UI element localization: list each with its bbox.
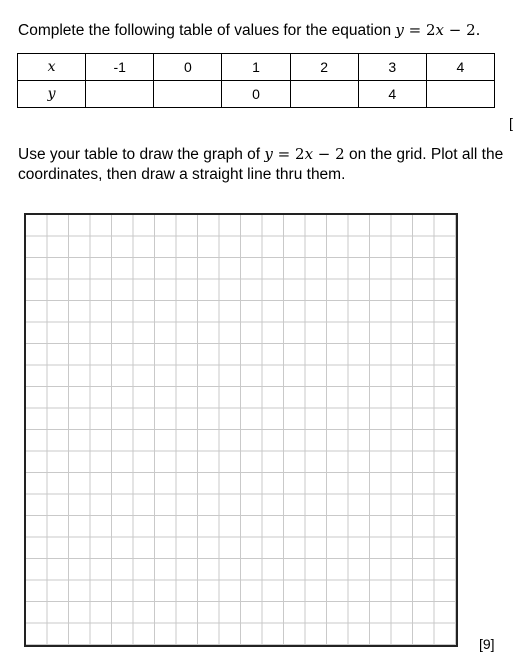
- x-value-cell: 3: [358, 54, 426, 81]
- table-row-y: [18, 81, 495, 108]
- question-2-line-2: coordinates, then draw a straight line thru them.: [18, 166, 346, 183]
- marks-label-1: [: [509, 115, 513, 131]
- question-1-prompt: Complete the following table of values for the equation: [18, 22, 396, 39]
- question-1-equation: y = 2x − 2.: [395, 21, 481, 39]
- y-header-cell: y: [18, 81, 86, 108]
- y-value-cell[interactable]: [290, 81, 358, 108]
- x-value-cell: 1: [222, 54, 290, 81]
- question-1-text: [18, 21, 480, 40]
- x-value-cell: -1: [86, 54, 154, 81]
- y-value-cell[interactable]: [86, 81, 154, 108]
- question-2-text: [18, 144, 517, 185]
- marks-label-2: [9]: [479, 636, 495, 652]
- x-value-cell: 0: [154, 54, 222, 81]
- table-of-values: [17, 53, 495, 108]
- y-value-cell[interactable]: 0: [222, 81, 290, 108]
- x-header-cell: x: [18, 54, 86, 81]
- x-value-cell: 4: [426, 54, 494, 81]
- table-row-x: [18, 54, 495, 81]
- graph-grid[interactable]: [24, 213, 458, 647]
- x-value-cell: 2: [290, 54, 358, 81]
- y-value-cell[interactable]: [154, 81, 222, 108]
- y-value-cell[interactable]: [426, 81, 494, 108]
- question-2-line-1: Use your table to draw the graph of y = 2x − 2 on the grid. Plot all the: [18, 145, 504, 163]
- y-value-cell[interactable]: 4: [358, 81, 426, 108]
